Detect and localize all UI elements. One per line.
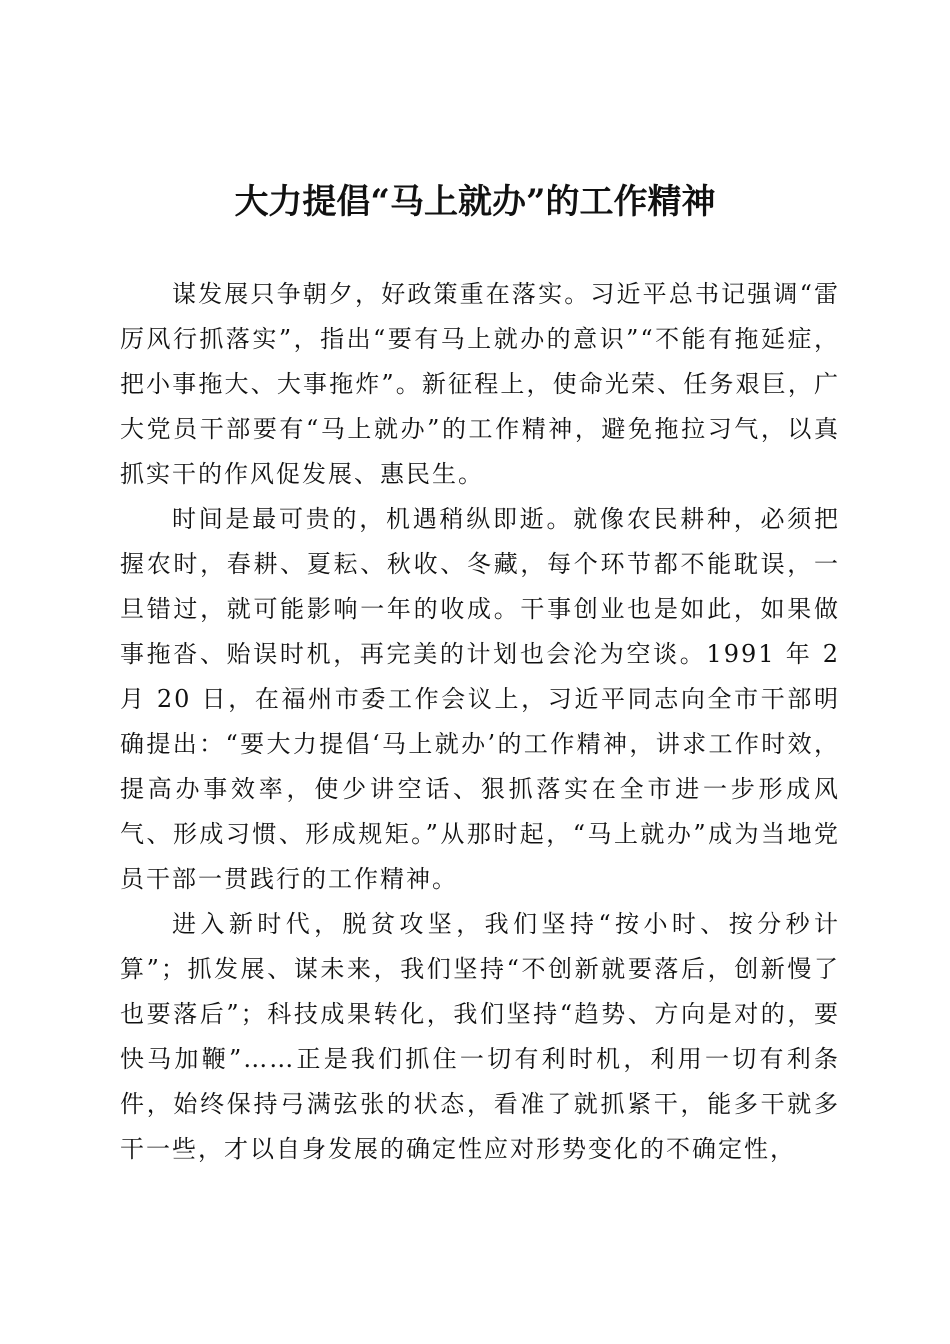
paragraph-1: 谋发展只争朝夕，好政策重在落实。习近平总书记强调“雷厉风行抓落实”，指出“要有马上就办的意识”“不能有拖延症，把小事拖大、大事拖炸”。新征程上，使命光荣、任务艰巨，广大党员干部要有“马上就办”的工作精神，避免拖拉习气，以真抓实干的作风促发展、惠民生。: [120, 280, 840, 488]
document-title: 大力提倡“马上就办”的工作精神: [234, 182, 716, 222]
paragraph-2: 时间是最可贵的，机遇稍纵即逝。就像农民耕种，必须把握农时，春耕、夏耘、秋收、冬藏，每个环节都不能耽误，一旦错过，就可能影响一年的收成。干事创业也是如此，如果做事拖沓、贻误时机，再完美的计划也会沦为空谈。1991 年 2 月 20 日，在福州市委工作会议上，习近平同志向全市干部明确提出：“要大力提倡‘马上就办’的工作精神，讲求工作时效，提高办事效率，使少讲空话、狠抓落实在全市进一步形成风气、形成习惯、形成规矩。”从那时起，“马上就办”成为当地党员干部一贯践行的工作精神。: [120, 505, 840, 893]
paragraph-3: 进入新时代，脱贫攻坚，我们坚持“按小时、按分秒计算”；抓发展、谋未来，我们坚持“不创新就要落后，创新慢了也要落后”；科技成果转化，我们坚持“趋势、方向是对的，要快马加鞭”……正是我们抓住一切有利时机，利用一切有利条件，始终保持弓满弦张的状态，看准了就抓紧干，能多干就多干一些，才以自身发展的确定性应对形势变化的不确定性，: [120, 910, 840, 1163]
document-body: [120, 272, 840, 1172]
